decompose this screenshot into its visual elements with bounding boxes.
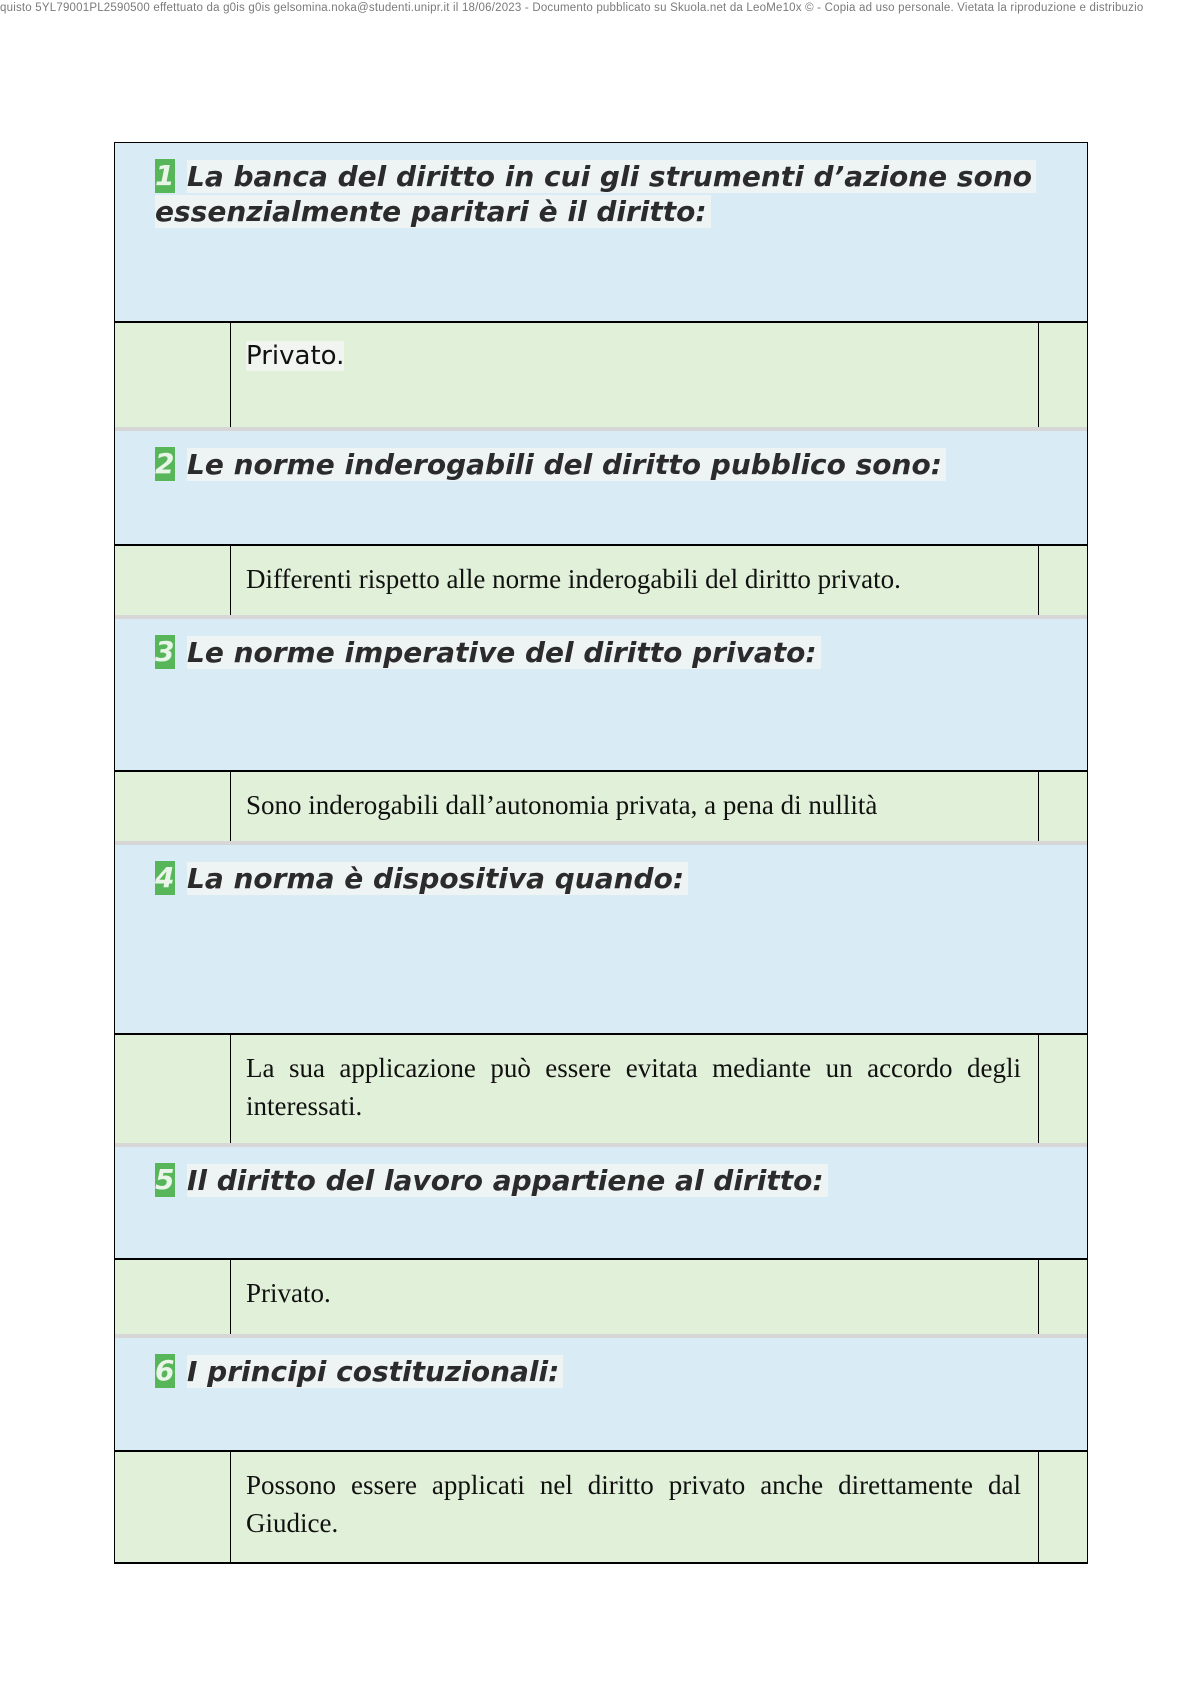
- answer-text: Sono inderogabili dall’autonomia privata, a pena di nullità: [246, 790, 878, 820]
- question-text: [155, 635, 1035, 670]
- answer-row: [115, 772, 1087, 845]
- answer-row: [115, 546, 1087, 619]
- question-number: 2: [155, 447, 175, 480]
- question-label: Le norme inderogabili del diritto pubblico sono:: [187, 448, 946, 481]
- answer-row: [115, 1035, 1087, 1147]
- answer-row: [115, 323, 1087, 431]
- answer-text: Privato.: [246, 1278, 331, 1308]
- question-row: [115, 845, 1087, 1035]
- answer-text: Privato.: [246, 341, 345, 371]
- question-text: [155, 861, 1035, 896]
- question-row: [115, 1338, 1087, 1452]
- question-row: [115, 431, 1087, 546]
- question-label: I principi costituzionali:: [187, 1355, 563, 1388]
- question-number: 1: [155, 159, 175, 192]
- question-row: [115, 619, 1087, 772]
- question-text: [155, 447, 1035, 482]
- answer-text: Possono essere applicati nel diritto privato anche direttamente dal Giudice.: [246, 1470, 1021, 1538]
- quiz-table: [114, 142, 1088, 1564]
- question-label: La norma è dispositiva quando:: [187, 862, 688, 895]
- watermark-banner: quisto 5YL79001PL2590500 effettuato da g0is g0is gelsomina.noka@studenti.unipr.it il 18/06/2023 - Documento pubblicato su Skuola.net da LeoMe10x © - Copia ad uso personale. Vietata la riproduzione e distribuzio: [0, 2, 1144, 14]
- answer-text: La sua applicazione può essere evitata mediante un accordo degli interessati.: [246, 1053, 1021, 1121]
- answer-row: [115, 1452, 1087, 1564]
- question-label: Il diritto del lavoro appartiene al diritto:: [187, 1164, 828, 1197]
- answer-text: Differenti rispetto alle norme inderogabili del diritto privato.: [246, 564, 901, 594]
- question-number: 3: [155, 635, 175, 668]
- question-number: 6: [155, 1354, 175, 1387]
- question-number: 5: [155, 1163, 175, 1196]
- question-label: Le norme imperative del diritto privato:: [187, 636, 821, 669]
- question-text: [155, 1354, 1035, 1389]
- question-number: 4: [155, 861, 175, 894]
- question-row: [115, 1147, 1087, 1260]
- question-label: La banca del diritto in cui gli strumenti d’azione sono essenzialmente paritari è il diritto:: [155, 160, 1036, 228]
- question-text: [155, 1163, 1035, 1198]
- answer-row: [115, 1260, 1087, 1338]
- question-row: [115, 143, 1087, 323]
- question-text: [155, 159, 1035, 229]
